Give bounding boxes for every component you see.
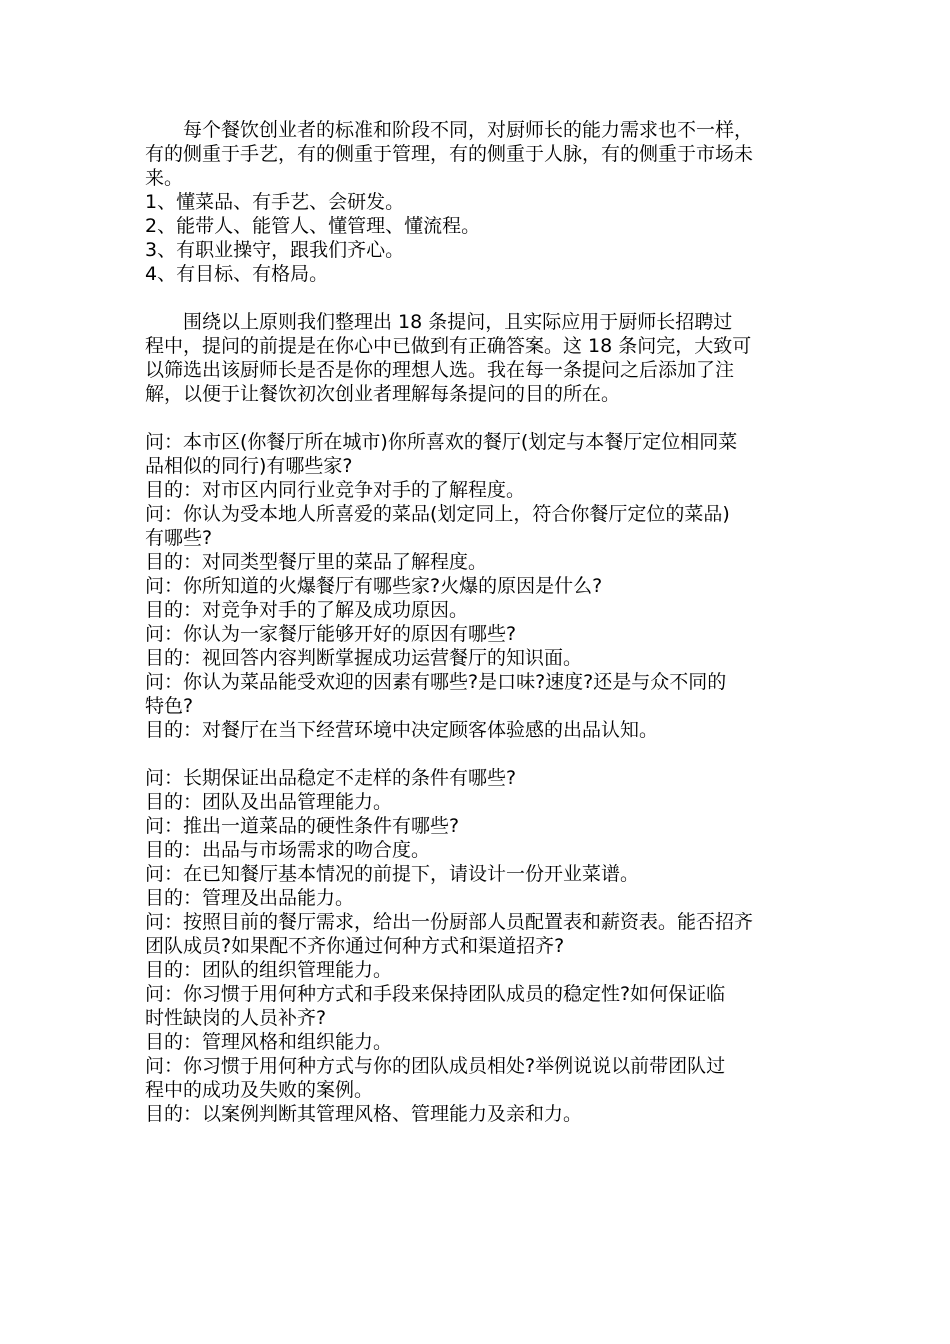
purpose-line: 目的：管理及出品能力。 — [145, 887, 355, 909]
question-line: 问：你所知道的火爆餐厅有哪些家?火爆的原因是什么? — [145, 575, 603, 597]
text-line: 来。 — [145, 167, 184, 189]
document-page — [145, 118, 807, 1126]
question-line: 时性缺岗的人员补齐? — [145, 1007, 327, 1029]
question-line: 问：长期保证出品稳定不走样的条件有哪些? — [145, 767, 517, 789]
principles-list — [145, 190, 807, 286]
purpose-line: 目的：出品与市场需求的吻合度。 — [145, 839, 431, 861]
paragraph-spacer — [145, 286, 807, 310]
list-item: 1、懂菜品、有手艺、会研发。 — [145, 191, 405, 213]
question-line: 问：本市区(你餐厅所在城市)你所喜欢的餐厅(划定与本餐厅定位相同菜 — [145, 431, 738, 453]
list-item: 3、有职业操守，跟我们齐心。 — [145, 239, 405, 261]
purpose-line: 目的：管理风格和组织能力。 — [145, 1031, 393, 1053]
question-line: 问：你习惯于用何种方式和手段来保持团队成员的稳定性?如何保证临 — [145, 983, 726, 1005]
question-line: 问：推出一道菜品的硬性条件有哪些? — [145, 815, 460, 837]
summary-paragraph — [145, 310, 807, 406]
question-line: 特色? — [145, 695, 194, 717]
purpose-line: 目的：对同类型餐厅里的菜品了解程度。 — [145, 551, 488, 573]
question-line: 问：按照目前的餐厅需求，给出一份厨部人员配置表和薪资表。能否招齐 — [145, 911, 754, 933]
purpose-line: 目的：对竞争对手的了解及成功原因。 — [145, 599, 469, 621]
intro-paragraph — [145, 118, 807, 190]
question-line: 团队成员?如果配不齐你通过何种方式和渠道招齐? — [145, 935, 565, 957]
purpose-line: 目的：以案例判断其管理风格、管理能力及亲和力。 — [145, 1103, 583, 1125]
purpose-line: 目的：团队的组织管理能力。 — [145, 959, 393, 981]
question-line: 有哪些? — [145, 527, 213, 549]
question-line: 问：你认为一家餐厅能够开好的原因有哪些? — [145, 623, 517, 645]
question-line: 问：你认为受本地人所喜爱的菜品(划定同上，符合你餐厅定位的菜品) — [145, 503, 730, 525]
question-line: 程中的成功及失败的案例。 — [145, 1079, 374, 1101]
text-line: 程中，提问的前提是在你心中已做到有正确答案。这 18 条问完，大致可 — [145, 335, 752, 357]
qa-group-1 — [145, 430, 807, 742]
text-line: 以筛选出该厨师长是否是你的理想人选。我在每一条提问之后添加了注 — [145, 359, 735, 381]
text-line: 解，以便于让餐饮初次创业者理解每条提问的目的所在。 — [145, 383, 621, 405]
question-line: 问：在已知餐厅基本情况的前提下，请设计一份开业菜谱。 — [145, 863, 640, 885]
text-line: 有的侧重于手艺，有的侧重于管理，有的侧重于人脉，有的侧重于市场未 — [145, 143, 754, 165]
text-line: 每个餐饮创业者的标准和阶段不同，对厨师长的能力需求也不一样， — [145, 119, 754, 141]
list-item: 2、能带人、能管人、懂管理、懂流程。 — [145, 215, 481, 237]
purpose-line: 目的：视回答内容判断掌握成功运营餐厅的知识面。 — [145, 647, 583, 669]
paragraph-spacer — [145, 406, 807, 430]
question-line: 问：你习惯于用何种方式与你的团队成员相处?举例说说以前带团队过 — [145, 1055, 726, 1077]
question-line: 品相似的同行)有哪些家? — [145, 455, 353, 477]
text-line: 围绕以上原则我们整理出 18 条提问，且实际应用于厨师长招聘过 — [145, 311, 733, 333]
paragraph-spacer — [145, 742, 807, 766]
qa-group-2 — [145, 766, 807, 1126]
list-item: 4、有目标、有格局。 — [145, 263, 329, 285]
purpose-line: 目的：对餐厅在当下经营环境中决定顾客体验感的出品认知。 — [145, 719, 659, 741]
purpose-line: 目的：对市区内同行业竞争对手的了解程度。 — [145, 479, 526, 501]
purpose-line: 目的：团队及出品管理能力。 — [145, 791, 393, 813]
question-line: 问：你认为菜品能受欢迎的因素有哪些?是口味?速度?还是与众不同的 — [145, 671, 727, 693]
